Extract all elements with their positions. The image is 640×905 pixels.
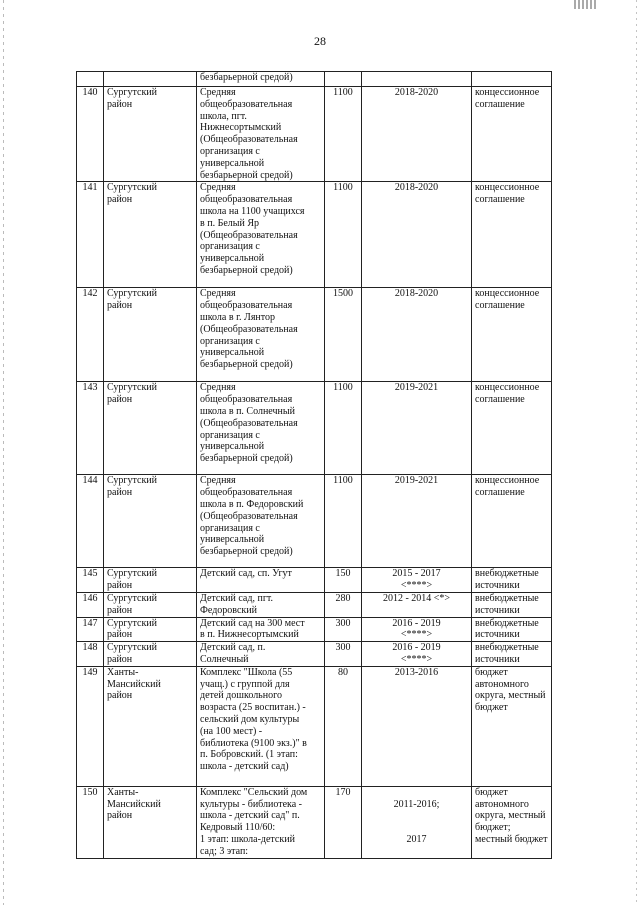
capacity-cell: 1100 (325, 382, 362, 475)
district-cell: Сургутский район (104, 182, 197, 288)
table-row (77, 786, 552, 858)
district-cell: Сургутский район (104, 617, 197, 642)
capacity-cell: 1100 (325, 182, 362, 288)
capacity-cell: 170 (325, 786, 362, 858)
funding-source-cell: бюджет автономного округа, местный бюджет; местный бюджет (472, 786, 552, 858)
period-cell: 2018-2020 (362, 87, 472, 182)
table-row (77, 288, 552, 382)
object-name-cell: Комплекс "Школа (55 учащ.) с группой для детей дошкольного возраста (25 воспитан.) - сельский дом культуры (на 100 мест) - библиотека (9100 экз.)" в п. Бобровский. (1 этап: школа - детский сад) (197, 666, 325, 786)
district-cell: Сургутский район (104, 642, 197, 667)
table-row (77, 182, 552, 288)
period-cell: 2015 - 2017 <****> (362, 568, 472, 593)
objects-table-body (77, 72, 552, 859)
capacity-cell: 1100 (325, 475, 362, 568)
row-number: 146 (77, 592, 104, 617)
object-name-cell: Детский сад, сп. Угут (197, 568, 325, 593)
scan-right-edge (636, 0, 637, 905)
object-name-cell: Средняя общеобразовательная школа на 1100 учащихся в п. Белый Яр (Общеобразовательная организация с универсальной безбарьерной средой) (197, 182, 325, 288)
district-cell: Ханты- Мансийский район (104, 786, 197, 858)
object-name-cell: Средняя общеобразовательная школа в п. Федоровский (Общеобразовательная организация с универсальной безбарьерной средой) (197, 475, 325, 568)
object-name-cell: Комплекс "Сельский дом культуры - библиотека - школа - детский сад" п. Кедровый 110/60: 1 этап: школа-детский сад; 3 этап: (197, 786, 325, 858)
period-cell (362, 72, 472, 87)
district-cell: Сургутский район (104, 382, 197, 475)
district-cell (104, 72, 197, 87)
period-cell: 2019-2021 (362, 382, 472, 475)
period-cell: 2018-2020 (362, 288, 472, 382)
funding-source-cell: концессионное соглашение (472, 382, 552, 475)
scan-top-mark (574, 0, 596, 9)
funding-source-cell: концессионное соглашение (472, 87, 552, 182)
row-number: 143 (77, 382, 104, 475)
district-cell: Сургутский район (104, 475, 197, 568)
row-number: 144 (77, 475, 104, 568)
object-name-cell: безбарьерной средой) (197, 72, 325, 87)
capacity-cell (325, 72, 362, 87)
object-name-cell: Детский сад, п. Солнечный (197, 642, 325, 667)
funding-source-cell: бюджет автономного округа, местный бюджет (472, 666, 552, 786)
object-name-cell: Средняя общеобразовательная школа, пгт. Нижнесортымский (Общеобразовательная организация с универсальной безбарьерной средой) (197, 87, 325, 182)
row-number: 147 (77, 617, 104, 642)
objects-table (76, 71, 552, 859)
table-row (77, 642, 552, 667)
row-number: 141 (77, 182, 104, 288)
row-number: 140 (77, 87, 104, 182)
district-cell: Сургутский район (104, 592, 197, 617)
district-cell: Сургутский район (104, 87, 197, 182)
period-cell: 2011-2016; 2017 (362, 786, 472, 858)
object-name-cell: Детский сад на 300 мест в п. Нижнесортымский (197, 617, 325, 642)
table-row (77, 72, 552, 87)
funding-source-cell: внебюджетные источники (472, 568, 552, 593)
funding-source-cell: внебюджетные источники (472, 592, 552, 617)
period-cell: 2012 - 2014 <*> (362, 592, 472, 617)
funding-source-cell (472, 72, 552, 87)
row-number: 149 (77, 666, 104, 786)
page-number: 28 (314, 34, 326, 48)
funding-source-cell: внебюджетные источники (472, 617, 552, 642)
period-cell: 2016 - 2019 <****> (362, 617, 472, 642)
district-cell: Сургутский район (104, 568, 197, 593)
object-name-cell: Средняя общеобразовательная школа в г. Лянтор (Общеобразовательная организация с универсальной безбарьерной средой) (197, 288, 325, 382)
scan-left-edge (3, 0, 4, 905)
row-number (77, 72, 104, 87)
row-number: 142 (77, 288, 104, 382)
funding-source-cell: концессионное соглашение (472, 475, 552, 568)
table-row (77, 382, 552, 475)
capacity-cell: 1500 (325, 288, 362, 382)
row-number: 145 (77, 568, 104, 593)
row-number: 150 (77, 786, 104, 858)
capacity-cell: 150 (325, 568, 362, 593)
object-name-cell: Средняя общеобразовательная школа в п. Солнечный (Общеобразовательная организация с универсальной безбарьерной средой) (197, 382, 325, 475)
district-cell: Сургутский район (104, 288, 197, 382)
capacity-cell: 280 (325, 592, 362, 617)
table-row (77, 617, 552, 642)
period-cell: 2019-2021 (362, 475, 472, 568)
capacity-cell: 300 (325, 642, 362, 667)
capacity-cell: 1100 (325, 87, 362, 182)
district-cell: Ханты- Мансийский район (104, 666, 197, 786)
capacity-cell: 300 (325, 617, 362, 642)
capacity-cell: 80 (325, 666, 362, 786)
funding-source-cell: внебюджетные источники (472, 642, 552, 667)
period-cell: 2013-2016 (362, 666, 472, 786)
table-row (77, 592, 552, 617)
table-row (77, 475, 552, 568)
funding-source-cell: концессионное соглашение (472, 182, 552, 288)
table-row (77, 666, 552, 786)
object-name-cell: Детский сад, пгт. Федоровский (197, 592, 325, 617)
row-number: 148 (77, 642, 104, 667)
period-cell: 2016 - 2019 <****> (362, 642, 472, 667)
table-row (77, 87, 552, 182)
period-cell: 2018-2020 (362, 182, 472, 288)
table-row (77, 568, 552, 593)
funding-source-cell: концессионное соглашение (472, 288, 552, 382)
